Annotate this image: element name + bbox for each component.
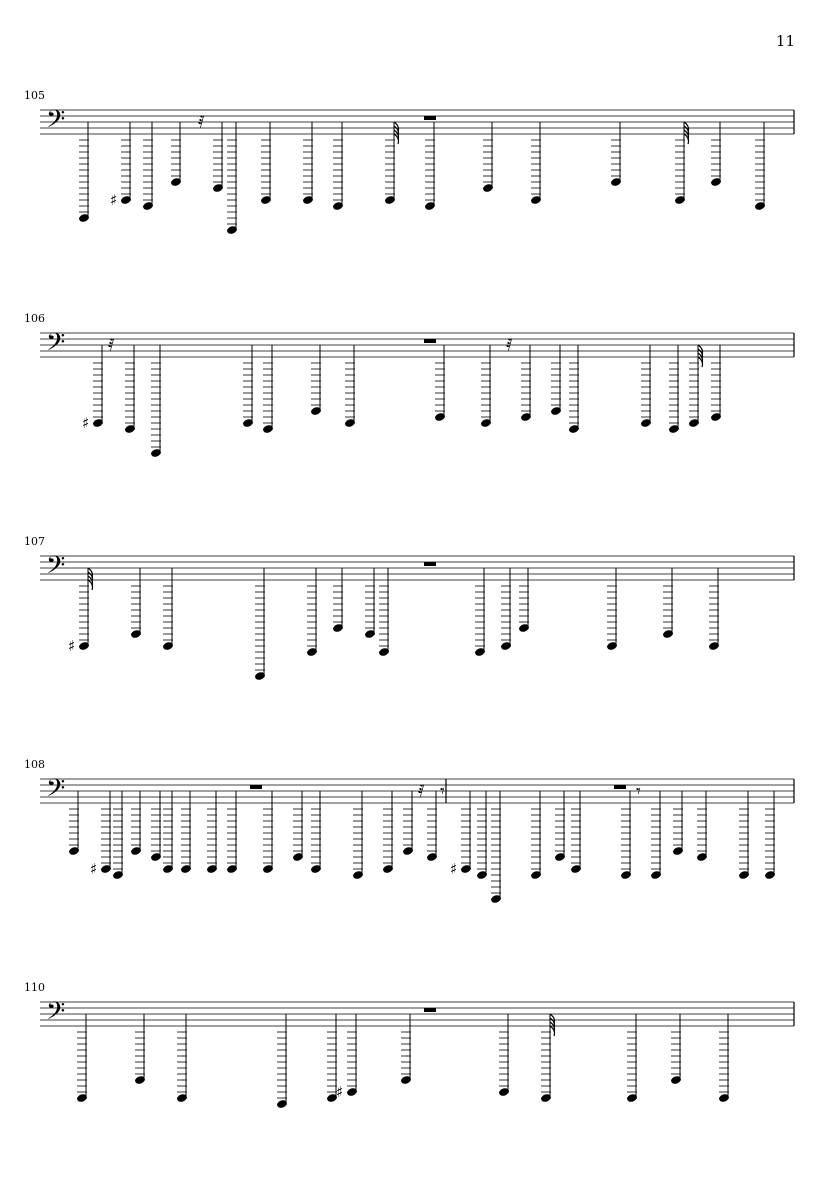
whole-rest bbox=[424, 1008, 436, 1012]
32nd-rest-icon: 𝅀 bbox=[418, 781, 425, 802]
measure-number-108: 108 bbox=[24, 758, 45, 771]
whole-rest bbox=[250, 785, 262, 789]
sharp-icon: ♯ bbox=[82, 414, 90, 432]
whole-rest bbox=[424, 562, 436, 566]
whole-rest bbox=[424, 116, 436, 120]
bass-clef-icon: 𝄢 bbox=[46, 328, 66, 363]
whole-rest bbox=[424, 339, 436, 343]
bass-clef-icon: 𝄢 bbox=[46, 551, 66, 586]
sharp-icon: ♯ bbox=[336, 1083, 344, 1101]
bass-clef-icon: 𝄢 bbox=[46, 997, 66, 1032]
measure-number-105: 105 bbox=[24, 89, 45, 102]
sharp-icon: ♯ bbox=[450, 860, 458, 878]
sharp-icon: ♯ bbox=[110, 191, 118, 209]
measure-number-106: 106 bbox=[24, 312, 45, 325]
measure-number-107: 107 bbox=[24, 535, 45, 548]
8th-rest-icon: 𝄾 bbox=[440, 781, 445, 802]
sharp-icon: ♯ bbox=[90, 860, 98, 878]
8th-rest-icon: 𝄾 bbox=[636, 781, 641, 802]
bass-clef-icon: 𝄢 bbox=[46, 774, 66, 809]
measure-number-110: 110 bbox=[24, 981, 45, 994]
page-number: 11 bbox=[775, 32, 795, 50]
32nd-rest-icon: 𝅀 bbox=[108, 335, 115, 356]
sharp-icon: ♯ bbox=[68, 637, 76, 655]
bass-clef-icon: 𝄢 bbox=[46, 105, 66, 140]
whole-rest bbox=[614, 785, 626, 789]
32nd-rest-icon: 𝅀 bbox=[506, 335, 513, 356]
32nd-rest-icon: 𝅀 bbox=[198, 112, 205, 133]
